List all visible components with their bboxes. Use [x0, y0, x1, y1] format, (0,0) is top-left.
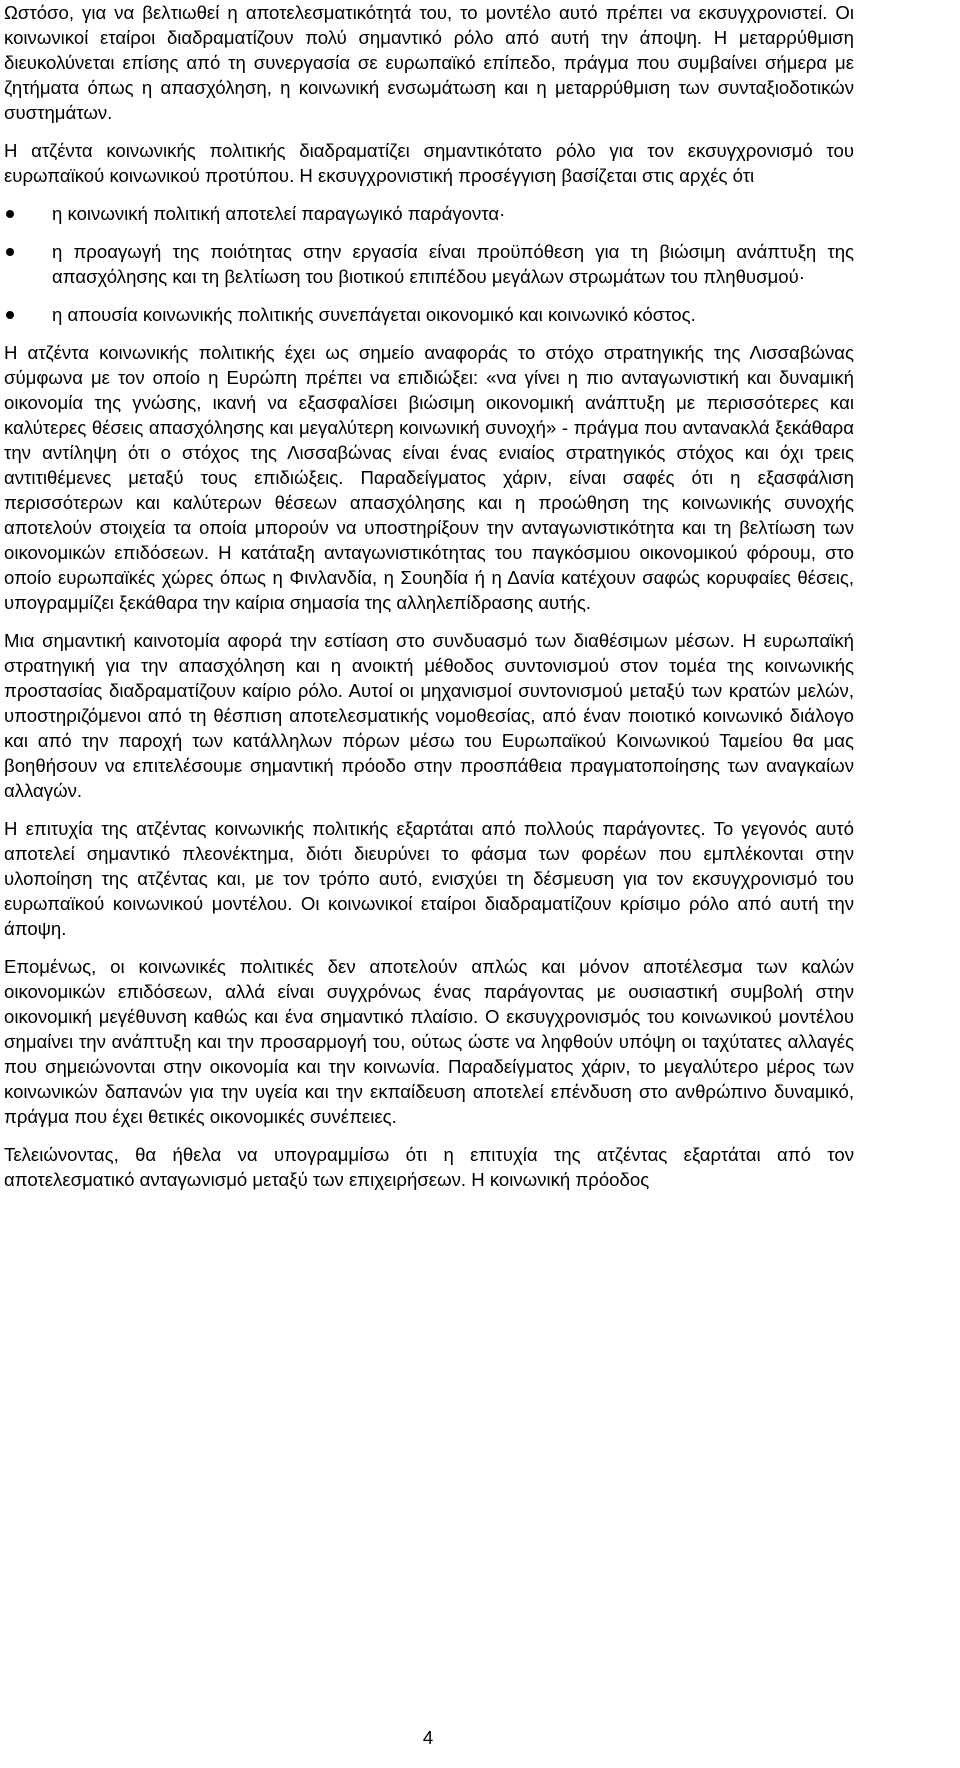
- paragraph-conclusion: Τελειώνοντας, θα ήθελα να υπογραμμίσω ότι η επιτυχία της ατζέντας εξαρτάται από τον αποτελεσματικό ανταγωνισμό μεταξύ των επιχειρήσεων. Η κοινωνική πρόοδος: [4, 1144, 854, 1190]
- page-number: 4: [422, 1727, 434, 1748]
- paragraph-coordination-innovation: Μια σημαντική καινοτομία αφορά την εστίαση στο συνδυασμό των διαθέσιμων μέσων. Η ευρωπαϊκή στρατηγική για την απασχόληση και η ανοικτή μέθοδος συντονισμού στον τομέα της κοινωνικής προστασίας διαδραματίζουν καίριο ρόλο. Αυτοί οι μηχανισμοί συντονισμού μεταξύ των κρατών μελών, υποστηριζόμενοι από τη θέσπιση αποτελεσματικής νομοθεσίας, από έναν ποιοτικό κοινωνικό διάλογο και από την παροχή των κατάλληλων πόρων μέσω του Ευρωπαϊκού Κοινωνικού Ταμείου θα μας βοηθήσουν να επιτελέσουμε σημαντική πρόοδο στην προσπάθεια πραγματοποίησης των αναγκαίων αλλαγών.: [4, 630, 854, 801]
- paragraph-agenda-success: Η επιτυχία της ατζέντας κοινωνικής πολιτικής εξαρτάται από πολλούς παράγοντες. Το γεγονός αυτό αποτελεί σημαντικό πλεονέκτημα, διότι διευρύνει το φάσμα των φορέων που εμπλέκονται στην υλοποίηση της ατζέντας και, με τον τρόπο αυτό, ενισχύει τη δέσμευση για τον εκσυγχρονισμό του ευρωπαϊκού κοινωνικού μοντέλου. Οι κοινωνικοί εταίροι διαδραματίζουν κρίσιμο ρόλο από αυτή την άποψη.: [4, 818, 854, 939]
- document-page: [4, 0, 854, 1205]
- list-item-text: η κοινωνική πολιτική αποτελεί παραγωγικό παράγοντα·: [52, 203, 506, 224]
- list-item: [4, 302, 854, 327]
- list-item: [4, 201, 854, 226]
- principles-list: [4, 201, 854, 327]
- paragraph-social-policies: Επομένως, οι κοινωνικές πολιτικές δεν αποτελούν απλώς και μόνον αποτέλεσμα των καλών οικονομικών επιδόσεων, αλλά είναι συγχρόνως ένας παράγοντας με ουσιαστική συμβολή στην οικονομική μεγέθυνση καθώς και ένα σημαντικό πλαίσιο. Ο εκσυγχρονισμός του κοινωνικού μοντέλου σημαίνει την ανάπτυξη και την προσαρμογή του, ούτως ώστε να ληφθούν υπόψη οι ταχύτατες αλλαγές που σημειώνονται στην οικονομία και την κοινωνία. Παραδείγματος χάριν, το μεγαλύτερο μέρος των κοινωνικών δαπανών για την υγεία και την εκπαίδευση αποτελεί επένδυση στο ανθρώπινο δυναμικό, πράγμα που έχει θετικές οικονομικές συνέπειες.: [4, 956, 854, 1127]
- list-item: [4, 239, 854, 289]
- paragraph-modernisation: Ωστόσο, για να βελτιωθεί η αποτελεσματικότητά του, το μοντέλο αυτό πρέπει να εκσυγχρονιστεί. Οι κοινωνικοί εταίροι διαδραματίζουν πολύ σημαντικό ρόλο από αυτή την άποψη. Η μεταρρύθμιση διευκολύνεται επίσης από τη συνεργασία σε ευρωπαϊκό επίπεδο, πράγμα που συμβαίνει σήμερα με ζητήματα όπως η απασχόληση, η κοινωνική ενσωμάτωση και η μεταρρύθμιση των συνταξιοδοτικών συστημάτων.: [4, 2, 854, 123]
- list-item-text: η προαγωγή της ποιότητας στην εργασία είναι προϋπόθεση για τη βιώσιμη ανάπτυξη της απασχόλησης και τη βελτίωση του βιοτικού επιπέδου μεγάλων στρωμάτων του πληθυσμού·: [52, 241, 854, 287]
- paragraph-lisbon-strategy: Η ατζέντα κοινωνικής πολιτικής έχει ως σημείο αναφοράς το στόχο στρατηγικής της Λισσαβώνας σύμφωνα με τον οποίο η Ευρώπη πρέπει να επιδιώξει: «να γίνει η πιο ανταγωνιστική και δυναμική οικονομία της γνώσης, ικανή να εξασφαλίσει βιώσιμη οικονομική ανάπτυξη με περισσότερες και καλύτερες θέσεις απασχόλησης και μεγαλύτερη κοινωνική συνοχή» - πράγμα που αντανακλά ξεκάθαρα την αντίληψη ότι ο στόχος της Λισσαβώνας είναι ένας ενιαίος στρατηγικός στόχος και όχι τρεις αντιτιθέμενες μεταξύ τους επιδιώξεις. Παραδείγματος χάριν, είναι σαφές ότι η εξασφάλιση περισσότερων και καλύτερων θέσεων απασχόλησης και η προώθηση της κοινωνικής συνοχής αποτελούν στοιχεία τα οποία μπορούν να υποστηρίξουν την ανταγωνιστικότητα και τη βελτίωση των οικονομικών επιδόσεων. Η κατάταξη ανταγωνιστικότητας του παγκόσμιου οικονομικού φόρουμ, στο οποίο ευρωπαϊκές χώρες όπως η Φινλανδία, η Σουηδία ή η Δανία κατέχουν σαφώς κορυφαίες θέσεις, υπογραμμίζει ξεκάθαρα την καίρια σημασία της αλληλεπίδρασης αυτής.: [4, 342, 854, 613]
- bullet-icon: [6, 210, 14, 218]
- list-item-text: η απουσία κοινωνικής πολιτικής συνεπάγεται οικονομικό και κοινωνικό κόστος.: [52, 304, 696, 325]
- paragraph-social-agenda-intro: Η ατζέντα κοινωνικής πολιτικής διαδραματίζει σημαντικότατο ρόλο για τον εκσυγχρονισμό του ευρωπαϊκού κοινωνικού προτύπου. Η εκσυγχρονιστική προσέγγιση βασίζεται στις αρχές ότι: [4, 140, 854, 186]
- bullet-icon: [6, 248, 14, 256]
- bullet-icon: [6, 311, 14, 319]
